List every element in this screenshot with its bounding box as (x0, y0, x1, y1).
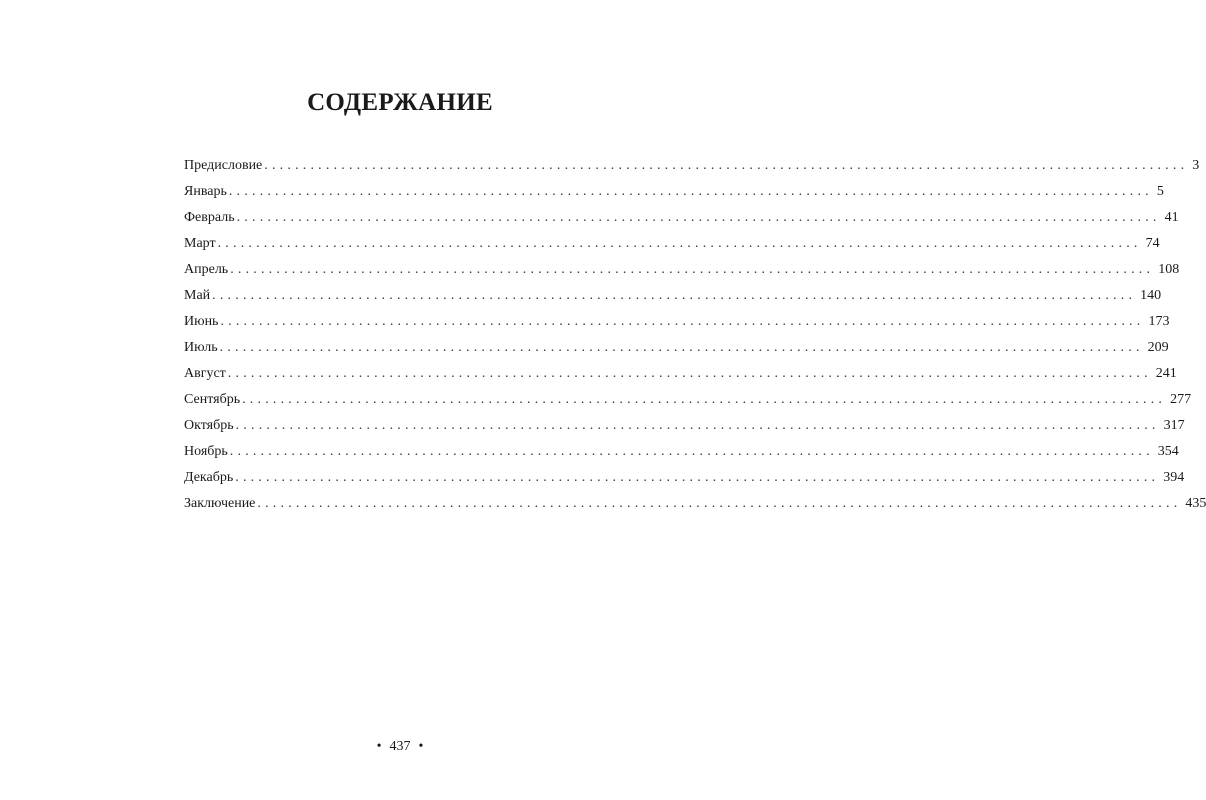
toc-entry-label: Март (184, 236, 216, 251)
toc-entry-label: Заключение (184, 496, 256, 511)
toc-entry-label: Май (184, 288, 211, 303)
toc-entry-label: Август (184, 366, 226, 381)
toc-entry-page-number: 173 (1148, 314, 1170, 329)
toc-entry-july[interactable] (184, 335, 1169, 361)
page-footer (0, 735, 800, 759)
toc-entry-january[interactable] (184, 179, 1164, 205)
toc-entry-april[interactable] (184, 257, 1180, 283)
toc-entry-label: Июнь (184, 314, 219, 329)
toc-entry-label: Февраль (184, 210, 235, 225)
dot-leader: ........................................................................................................................ (230, 262, 1155, 277)
toc-entry-label: Сентябрь (184, 392, 241, 407)
page-number: 437 (389, 739, 411, 754)
dot-leader: ........................................................................................................................ (212, 288, 1137, 303)
folio-bullet-left: • (376, 739, 382, 754)
toc-entry-june[interactable] (184, 309, 1170, 335)
dot-leader: ........................................................................................................................ (229, 444, 1154, 459)
toc-entry-february[interactable] (184, 205, 1179, 231)
toc-entry-conclusion[interactable] (184, 491, 1206, 517)
table-of-contents (184, 153, 1206, 517)
toc-entry-september[interactable] (184, 387, 1192, 413)
dot-leader: ........................................................................................................................ (235, 470, 1160, 485)
dot-leader: ........................................................................................................................ (242, 392, 1167, 407)
toc-entry-august[interactable] (184, 361, 1177, 387)
dot-leader: ........................................................................................................................ (227, 366, 1152, 381)
toc-entry-may[interactable] (184, 283, 1162, 309)
folio-bullet-right: • (418, 739, 424, 754)
toc-entry-march[interactable] (184, 231, 1160, 257)
toc-entry-page-number: 5 (1156, 184, 1164, 199)
toc-entry-page-number: 3 (1192, 158, 1200, 173)
toc-entry-page-number: 140 (1140, 288, 1162, 303)
toc-entry-page-number: 277 (1170, 392, 1192, 407)
toc-entry-label: Предисловие (184, 158, 263, 173)
toc-entry-label: Ноябрь (184, 444, 228, 459)
dot-leader: ........................................................................................................................ (236, 210, 1161, 225)
toc-entry-label: Июль (184, 340, 218, 355)
toc-entry-november[interactable] (184, 439, 1179, 465)
dot-leader: ........................................................................................................................ (264, 158, 1189, 173)
dot-leader: ........................................................................................................................ (228, 184, 1153, 199)
toc-entry-label: Октябрь (184, 418, 234, 433)
toc-entry-december[interactable] (184, 465, 1185, 491)
toc-entry-page-number: 435 (1185, 496, 1206, 511)
dot-leader: ........................................................................................................................ (220, 314, 1145, 329)
toc-entry-label: Январь (184, 184, 227, 199)
toc-entry-page-number: 108 (1158, 262, 1180, 277)
toc-entry-page-number: 209 (1147, 340, 1169, 355)
toc-entry-page-number: 354 (1157, 444, 1179, 459)
toc-entry-preface[interactable] (184, 153, 1200, 179)
toc-entry-october[interactable] (184, 413, 1185, 439)
dot-leader: ........................................................................................................................ (257, 496, 1182, 511)
toc-entry-label: Декабрь (184, 470, 234, 485)
page-title: СОДЕРЖАНИЕ (307, 89, 493, 116)
toc-entry-label: Апрель (184, 262, 229, 277)
toc-entry-page-number: 394 (1163, 470, 1185, 485)
dot-leader: ........................................................................................................................ (217, 236, 1142, 251)
toc-entry-page-number: 241 (1155, 366, 1177, 381)
toc-entry-page-number: 74 (1145, 236, 1160, 251)
dot-leader: ........................................................................................................................ (219, 340, 1144, 355)
toc-entry-page-number: 317 (1163, 418, 1185, 433)
dot-leader: ........................................................................................................................ (235, 418, 1160, 433)
toc-entry-page-number: 41 (1164, 210, 1179, 225)
